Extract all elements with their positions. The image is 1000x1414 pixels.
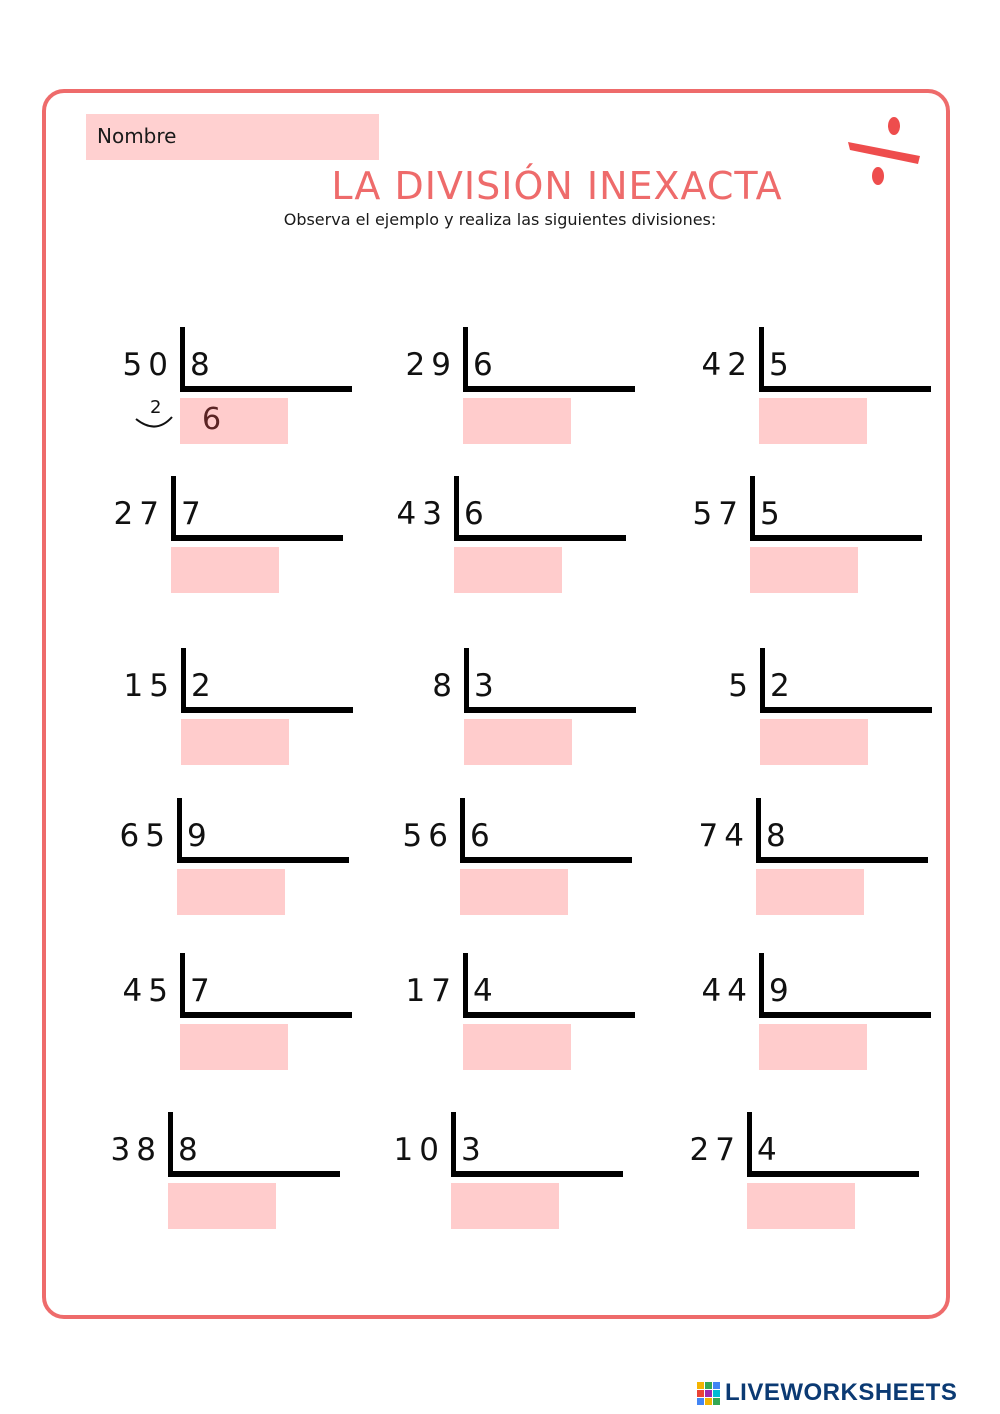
division-bracket xyxy=(454,476,459,541)
dividend: 42 xyxy=(701,347,753,383)
division-bracket-line xyxy=(180,1012,352,1018)
division-bracket-line xyxy=(168,1171,340,1177)
answer-box[interactable] xyxy=(750,547,858,593)
dividend: 5 xyxy=(728,668,754,704)
division-problem-13 xyxy=(100,953,360,1083)
answer-box[interactable] xyxy=(180,398,288,444)
division-problem-16 xyxy=(88,1112,348,1242)
remainder-arc xyxy=(134,413,174,435)
divisor: 7 xyxy=(181,496,201,532)
division-bracket xyxy=(180,953,185,1018)
division-problem-1 xyxy=(100,327,360,457)
division-bracket xyxy=(759,327,764,392)
dividend: 50 xyxy=(122,347,174,383)
dividend: 17 xyxy=(405,973,457,1009)
divisor: 4 xyxy=(473,973,493,1009)
dividend: 15 xyxy=(123,668,175,704)
divisor: 8 xyxy=(766,818,786,854)
divisor: 3 xyxy=(474,668,494,704)
division-bracket-line xyxy=(759,386,931,392)
divisor: 8 xyxy=(190,347,210,383)
division-bracket-line xyxy=(177,857,349,863)
answer-box[interactable] xyxy=(759,398,867,444)
answer-box[interactable] xyxy=(759,1024,867,1070)
divisor: 5 xyxy=(769,347,789,383)
dividend: 56 xyxy=(402,818,454,854)
division-problem-3 xyxy=(679,327,939,457)
example-quotient: 6 xyxy=(202,402,222,437)
division-bracket-line xyxy=(747,1171,919,1177)
instructions: Observa el ejemplo y realiza las siguientes divisiones: xyxy=(283,210,717,229)
division-bracket-line xyxy=(750,535,922,541)
division-bracket xyxy=(747,1112,752,1177)
dividend: 57 xyxy=(692,496,744,532)
division-bracket-line xyxy=(460,857,632,863)
division-bracket-line xyxy=(451,1171,623,1177)
dividend: 10 xyxy=(393,1132,445,1168)
division-symbol-icon xyxy=(844,112,924,192)
dividend: 27 xyxy=(113,496,165,532)
division-bracket-line xyxy=(463,386,635,392)
division-bracket xyxy=(451,1112,456,1177)
dividend: 29 xyxy=(405,347,457,383)
divisor: 3 xyxy=(461,1132,481,1168)
answer-box[interactable] xyxy=(460,869,568,915)
divisor: 6 xyxy=(464,496,484,532)
division-bracket-line xyxy=(464,707,636,713)
division-problem-12 xyxy=(676,798,936,928)
dividend: 74 xyxy=(698,818,750,854)
answer-box[interactable] xyxy=(181,719,289,765)
division-bracket-line xyxy=(463,1012,635,1018)
divisor: 9 xyxy=(187,818,207,854)
division-problem-2 xyxy=(383,327,643,457)
division-problem-6 xyxy=(670,476,930,606)
answer-box[interactable] xyxy=(464,719,572,765)
division-bracket xyxy=(759,953,764,1018)
divisor: 6 xyxy=(470,818,490,854)
divisor: 9 xyxy=(769,973,789,1009)
answer-box[interactable] xyxy=(463,1024,571,1070)
brand-name: LIVEWORKSHEETS xyxy=(725,1379,958,1406)
name-field[interactable] xyxy=(86,114,379,160)
division-problem-7 xyxy=(101,648,361,778)
division-problem-17 xyxy=(371,1112,631,1242)
divisor: 4 xyxy=(757,1132,777,1168)
answer-box[interactable] xyxy=(756,869,864,915)
answer-box[interactable] xyxy=(454,547,562,593)
dividend: 43 xyxy=(396,496,448,532)
dividend: 45 xyxy=(122,973,174,1009)
page-title: LA DIVISIÓN INEXACTA xyxy=(331,164,783,208)
division-problem-15 xyxy=(679,953,939,1083)
division-bracket xyxy=(180,327,185,392)
dividend: 8 xyxy=(432,668,458,704)
divisor: 2 xyxy=(191,668,211,704)
dividend: 44 xyxy=(701,973,753,1009)
division-bracket xyxy=(177,798,182,863)
division-bracket xyxy=(171,476,176,541)
division-bracket-line xyxy=(759,1012,931,1018)
division-bracket-line xyxy=(171,535,343,541)
answer-box[interactable] xyxy=(180,1024,288,1070)
division-bracket-line xyxy=(760,707,932,713)
division-bracket xyxy=(463,953,468,1018)
division-bracket-line xyxy=(454,535,626,541)
division-problem-10 xyxy=(97,798,357,928)
division-bracket xyxy=(463,327,468,392)
division-problem-4 xyxy=(91,476,351,606)
name-label: Nombre xyxy=(97,124,177,148)
example-remainder: 2 xyxy=(150,397,162,418)
answer-box[interactable] xyxy=(171,547,279,593)
answer-box[interactable] xyxy=(463,398,571,444)
answer-box[interactable] xyxy=(177,869,285,915)
answer-box[interactable] xyxy=(168,1183,276,1229)
answer-box[interactable] xyxy=(760,719,868,765)
divisor: 8 xyxy=(178,1132,198,1168)
divisor: 7 xyxy=(190,973,210,1009)
division-problem-18 xyxy=(667,1112,927,1242)
division-bracket xyxy=(181,648,186,713)
dividend: 38 xyxy=(110,1132,162,1168)
divisor: 2 xyxy=(770,668,790,704)
answer-box[interactable] xyxy=(747,1183,855,1229)
dividend: 27 xyxy=(689,1132,741,1168)
division-problem-9 xyxy=(680,648,940,778)
division-bracket xyxy=(168,1112,173,1177)
division-problem-5 xyxy=(374,476,634,606)
division-problem-11 xyxy=(380,798,640,928)
division-bracket-line xyxy=(756,857,928,863)
division-problem-14 xyxy=(383,953,643,1083)
answer-box[interactable] xyxy=(451,1183,559,1229)
logo-squares-icon xyxy=(697,1382,721,1406)
division-bracket xyxy=(460,798,465,863)
divisor: 6 xyxy=(473,347,493,383)
division-problem-8 xyxy=(384,648,644,778)
division-bracket xyxy=(464,648,469,713)
division-bracket-line xyxy=(180,386,352,392)
division-bracket xyxy=(750,476,755,541)
division-bracket xyxy=(760,648,765,713)
dividend: 65 xyxy=(119,818,171,854)
division-bracket-line xyxy=(181,707,353,713)
divisor: 5 xyxy=(760,496,780,532)
division-bracket xyxy=(756,798,761,863)
